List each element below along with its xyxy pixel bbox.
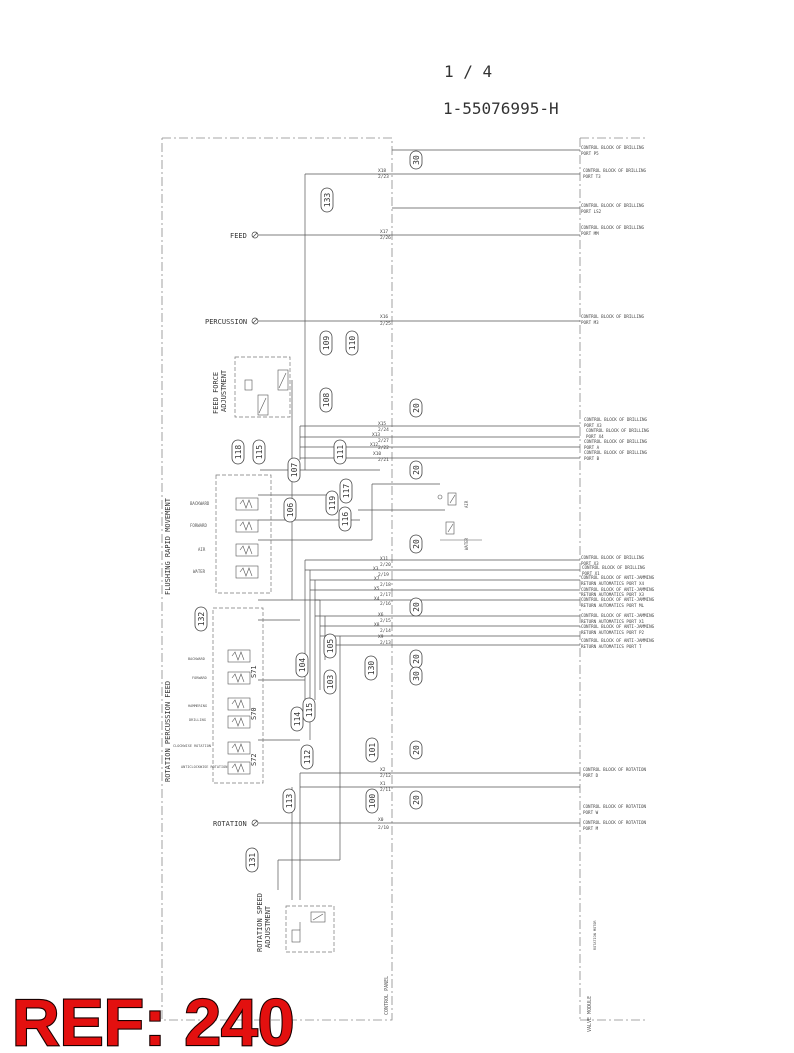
port-pin: 2/23	[378, 175, 389, 180]
callout-bubble	[246, 848, 258, 872]
port-id: X12	[370, 443, 379, 448]
dest-port: PORT A	[584, 445, 600, 450]
callout-bubble	[410, 151, 422, 169]
s71-label: S71	[250, 665, 258, 678]
callout-bubble	[324, 634, 336, 658]
callout-bubble	[320, 331, 332, 355]
callout-bubble	[291, 707, 303, 731]
callout-number: 130	[367, 660, 376, 676]
port-pin: 2/26	[380, 236, 391, 241]
feed-gauge-icon	[252, 232, 258, 238]
port-id: X4	[374, 597, 380, 602]
rotation-percussion-title: ROTATION PERCUSSION FEED	[164, 680, 172, 782]
callout-number: 30	[412, 155, 421, 165]
dest-port: PORT M3	[581, 320, 599, 325]
dest-title: CONTROL BLOCK OF ANTI-JAMMING	[581, 613, 655, 618]
callouts	[195, 151, 422, 872]
dest-title: CONTROL BLOCK OF DRILLING	[584, 450, 648, 455]
port-id: X16	[380, 315, 389, 320]
callout-number: 109	[322, 335, 331, 351]
callout-number: 111	[336, 444, 345, 460]
dest-port: PORT P5	[581, 151, 599, 156]
rotation-speed-title-2: ADJUSTMENT	[264, 905, 272, 948]
dest-title: CONTROL BLOCK OF ANTI-JAMMING	[581, 638, 655, 643]
callout-bubble	[365, 656, 377, 680]
feed-force-box	[235, 357, 290, 417]
drilling-label-drilling: DRILLING	[189, 718, 206, 722]
callout-number: 132	[197, 611, 206, 627]
port-pin: 2/15	[380, 619, 391, 624]
callout-number: 115	[305, 702, 314, 718]
valve-module-label: VALVE MODULE	[587, 995, 593, 1032]
callout-bubble	[410, 399, 422, 417]
port-pin: 2/27	[378, 439, 389, 444]
dest-port: PORT X4	[586, 434, 604, 439]
callout-number: 106	[286, 502, 295, 518]
callout-bubble	[346, 331, 358, 355]
dest-title: CONTROL BLOCK OF DRILLING	[583, 168, 647, 173]
callout-number: 20	[412, 539, 421, 549]
callout-number: 105	[326, 638, 335, 654]
callout-bubble	[301, 745, 313, 769]
callout-number: 20	[412, 465, 421, 475]
flushing-label-forward: FORWARD	[190, 523, 207, 528]
dest-port: PORT D	[583, 773, 599, 778]
dest-title: CONTROL BLOCK OF ROTATION	[583, 804, 647, 809]
dest-title: CONTROL BLOCK OF DRILLING	[581, 203, 645, 208]
dest-port: RETURN AUTOMATICS PORT X1	[581, 619, 645, 624]
callout-bubble	[296, 653, 308, 677]
port-labels	[370, 168, 391, 831]
dest-port: PORT T3	[583, 174, 601, 179]
pressure-lines	[258, 150, 580, 900]
port-id: X18	[378, 169, 387, 174]
callout-number: 20	[412, 602, 421, 612]
page-number: 1 / 4	[444, 62, 493, 81]
callout-number: 117	[342, 483, 351, 499]
callout-bubble	[339, 507, 351, 531]
callout-bubble	[283, 789, 295, 813]
drilling-label-clockwise: CLOCKWISE ROTATION	[173, 744, 211, 748]
feed-force-valves	[245, 370, 288, 415]
air-label: AIR	[464, 500, 469, 508]
port-id: X11	[380, 557, 389, 562]
callout-bubble	[410, 598, 422, 616]
port-id: X13	[372, 433, 381, 438]
drilling-label-hammering: HAMMERING	[188, 704, 207, 708]
port-pin: 2/10	[378, 826, 389, 831]
callout-bubble	[366, 789, 378, 813]
dest-title: CONTROL BLOCK OF DRILLING	[584, 417, 648, 422]
flushing-box	[216, 475, 271, 593]
dest-title: CONTROL BLOCK OF DRILLING	[581, 225, 645, 230]
dest-title: CONTROL BLOCK OF DRILLING	[581, 145, 645, 150]
callout-bubble	[321, 188, 333, 212]
port-id: X15	[378, 422, 387, 427]
callout-number: 110	[348, 335, 357, 351]
dest-port: RETURN AUTOMATICS PORT ML	[581, 603, 645, 608]
callout-bubble	[195, 607, 207, 631]
callout-number: 114	[293, 711, 302, 727]
dest-title: CONTROL BLOCK OF DRILLING	[581, 555, 645, 560]
callout-number: 133	[323, 192, 332, 208]
dest-title: CONTROL BLOCK OF ROTATION	[583, 767, 647, 772]
port-pin: 2/24	[378, 428, 389, 433]
port-pin: 2/18	[380, 583, 391, 588]
feed-force-title-1: FEED FORCE	[212, 371, 220, 414]
callout-bubble	[410, 535, 422, 553]
callout-bubble	[320, 388, 332, 412]
s72-label: S72	[250, 753, 258, 766]
dest-title: CONTROL BLOCK OF ANTI-JAMMING	[581, 597, 655, 602]
callout-number: 131	[248, 852, 257, 868]
dest-title: CONTROL BLOCK OF ANTI-JAMMING	[581, 587, 655, 592]
dest-title: CONTROL BLOCK OF DRILLING	[581, 314, 645, 319]
port-pin: 2/21	[378, 458, 389, 463]
callout-bubble	[410, 667, 422, 685]
port-pin: 2/16	[380, 602, 391, 607]
feed-label: FEED	[230, 232, 247, 240]
callout-number: 108	[322, 392, 331, 408]
flushing-valves	[236, 498, 258, 578]
dest-port: PORT LS2	[581, 209, 602, 214]
port-id: X0	[378, 818, 384, 823]
port-pin: 2/20	[380, 563, 391, 568]
reference-stamp: REF: 240	[12, 985, 295, 1053]
port-id: X7	[374, 577, 380, 582]
rotation-speed-title-1: ROTATION SPEED	[256, 892, 264, 952]
callout-bubble	[232, 440, 244, 464]
port-pin: 2/19	[378, 573, 389, 578]
callout-bubble	[253, 440, 265, 464]
dest-title: CONTROL BLOCK OF DRILLING	[586, 428, 650, 433]
callout-number: 20	[412, 745, 421, 755]
dest-title: CONTROL BLOCK OF DRILLING	[582, 565, 646, 570]
port-id: X3	[373, 567, 379, 572]
dest-port: PORT X1	[582, 571, 600, 576]
callout-number: 116	[341, 511, 350, 527]
callout-bubble	[366, 738, 378, 762]
rotation-speed-valves	[292, 912, 325, 942]
dest-port: RETURN AUTOMATICS PORT X4	[581, 581, 645, 586]
s70-label: S70	[250, 707, 258, 720]
callout-bubble	[324, 670, 336, 694]
callout-bubble	[326, 491, 338, 515]
dest-port: PORT W	[583, 810, 599, 815]
callout-bubble	[410, 791, 422, 809]
rotation-label: ROTATION	[213, 820, 247, 828]
drilling-label-forward: FORWARD	[192, 676, 207, 680]
port-id: X17	[380, 230, 389, 235]
dest-title: CONTROL BLOCK OF DRILLING	[584, 439, 648, 444]
dest-port: RETURN AUTOMATICS PORT P2	[581, 630, 645, 635]
percussion-gauge-icon	[252, 318, 258, 324]
panel-frames	[162, 138, 645, 1020]
port-pin: 2/11	[380, 788, 391, 793]
dest-title: CONTROL BLOCK OF ANTI-JAMMING	[581, 624, 655, 629]
water-label: WATER	[464, 537, 469, 550]
destination-labels	[581, 145, 655, 831]
callout-bubble	[334, 440, 346, 464]
dest-port: PORT MM	[581, 231, 599, 236]
port-id: X10	[373, 452, 382, 457]
dest-port: PORT X3	[581, 561, 599, 566]
port-id: X2	[380, 768, 386, 773]
port-pin: 2/13	[380, 641, 391, 646]
flushing-label-air: AIR	[198, 547, 206, 552]
dest-port: PORT X3	[584, 423, 602, 428]
callout-number: 104	[298, 657, 307, 673]
dest-port: RETURN AUTOMATICS PORT T	[581, 644, 642, 649]
dest-title: CONTROL BLOCK OF ROTATION	[583, 820, 647, 825]
port-pin: 2/22	[378, 446, 389, 451]
dest-title: CONTROL BLOCK OF ANTI-JAMMING	[581, 575, 655, 580]
port-id: X1	[380, 782, 386, 787]
dest-port: PORT B	[584, 456, 600, 461]
port-pin: 2/14	[380, 629, 391, 634]
callout-number: 20	[412, 403, 421, 413]
callout-number: 30	[412, 671, 421, 681]
flushing-title: FLUSHING RAPID MOVEMENT	[164, 498, 172, 595]
callout-bubble	[340, 479, 352, 503]
port-id: X5	[374, 587, 380, 592]
callout-number: 119	[328, 495, 337, 511]
feed-force-title-2: ADJUSTMENT	[220, 369, 228, 412]
drilling-label-anticlockwise: ANTICLOCKWISE ROTATION	[181, 765, 228, 769]
port-id: X8	[374, 623, 380, 628]
callout-bubble	[410, 461, 422, 479]
flushing-label-water: WATER	[193, 569, 206, 574]
port-pin: 2/25	[380, 322, 391, 327]
control-panel-label: CONTROL PANEL	[384, 975, 390, 1015]
callout-bubble	[410, 650, 422, 668]
callout-number: 100	[368, 793, 377, 809]
percussion-label: PERCUSSION	[205, 318, 248, 326]
air-valve-icon	[438, 493, 456, 505]
drilling-label-backward: BACKWARD	[188, 657, 205, 661]
callout-number: 118	[234, 444, 243, 460]
callout-number: 113	[285, 793, 294, 809]
callout-bubble	[410, 741, 422, 759]
callout-number: 115	[255, 444, 264, 460]
rotation-speed-box	[286, 906, 334, 952]
port-pin: 2/17	[380, 593, 391, 598]
callout-number: 107	[290, 462, 299, 478]
callout-number: 112	[303, 749, 312, 765]
rotation-gauge-icon	[252, 820, 258, 826]
callout-bubble	[303, 698, 315, 722]
drawing-number: 1-55076995-H	[443, 99, 559, 118]
port-id: X6	[378, 613, 384, 618]
callout-bubble	[288, 458, 300, 482]
flushing-label-backward: BACKWARD	[190, 501, 210, 506]
vertical-note: ROTATION MOTOR	[593, 920, 597, 950]
port-id: X9	[378, 635, 384, 640]
callout-number: 101	[368, 742, 377, 758]
callout-number: 20	[412, 654, 421, 664]
drilling-valves	[228, 650, 250, 774]
callout-number: 103	[326, 674, 335, 690]
dest-port: PORT M	[583, 826, 599, 831]
callout-bubble	[284, 498, 296, 522]
water-valve-icon	[440, 522, 482, 540]
port-pin: 2/12	[380, 774, 391, 779]
callout-number: 20	[412, 795, 421, 805]
dest-port: RETURN AUTOMATICS PORT X3	[581, 592, 645, 597]
